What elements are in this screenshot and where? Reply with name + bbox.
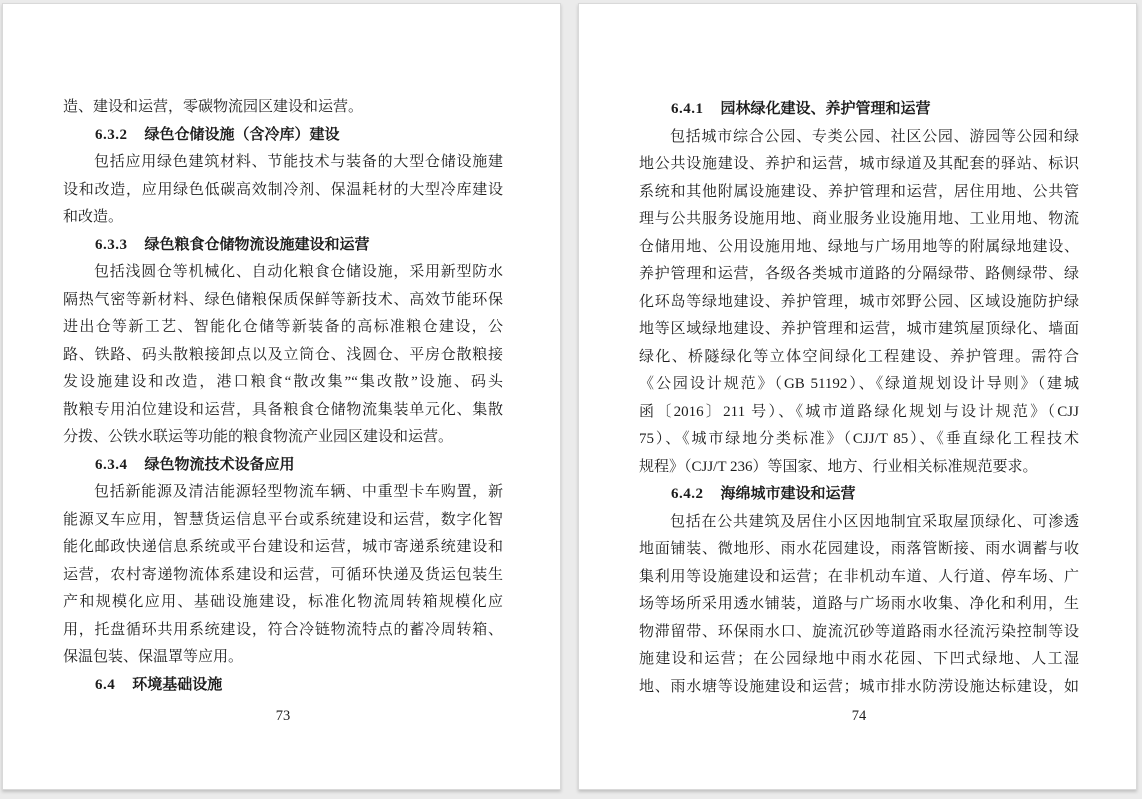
body-text-line: 地等区域绿地建设、养护管理和运营，城市建筑屋顶绿化、墙面	[639, 321, 1079, 337]
body-text-line: 进出仓等新工艺、智能化仓储等新装备的高标准粮仓建设，公	[63, 319, 503, 335]
section-heading	[63, 452, 503, 480]
body-text-line: 75）、《城市绿地分类标准》（CJJ/T 85）、《垂直绿化工程技术	[639, 431, 1079, 447]
section-number: 6.3.4	[95, 456, 128, 473]
body-text-line: 用，托盘循环共用系统建设，符合冷链物流特点的蓄冷周转箱、	[63, 621, 503, 638]
body-text-line: 包括新能源及清洁能源轻型物流车辆、中重型卡车购置，新	[94, 484, 503, 500]
body-text-line: 发设施建设和改造，港口粮食“散改集”“集改散”设施、码头	[63, 374, 503, 390]
section-heading	[63, 122, 503, 150]
section-title: 海绵城市建设和运营	[720, 486, 856, 502]
page-text-block	[3, 4, 560, 699]
section-number: 6.3.2	[95, 126, 128, 143]
body-text-line: 仓储用地、公用设施用地、绿地与广场用地等的附属绿地建设、	[639, 238, 1079, 255]
body-text-line: 地面铺装、微地形、雨水花园建设，雨落管断接、雨水调蓄与收	[639, 541, 1079, 557]
section-title: 园林绿化建设、养护管理和运营	[720, 101, 931, 117]
body-text-line: 设和改造，应用绿色低碳高效制冷剂、保温耗材的大型冷库建设	[63, 181, 503, 198]
body-text-line: 分拨、公铁水联运等功能的粮食物流产业园区建设和运营。	[63, 429, 454, 445]
body-text-line: 系统和其他附属设施建设、养护管理和运营，居住用地、公共管	[639, 183, 1079, 200]
body-text-line: 能化邮政快递信息系统或平台建设和运营，城市寄递系统建设和	[63, 539, 503, 555]
body-text-line: 保温包装、保温罩等应用。	[63, 649, 244, 665]
body-text-line: 路、铁路、码头散粮接卸点以及立筒仓、浅圆仓、平房仓散粮接	[63, 346, 503, 363]
body-text-line: 造、建设和运营，零碳物流园区建设和运营。	[63, 99, 364, 115]
body-text-line: 包括在公共建筑及居住小区因地制宜采取屋顶绿化、可渗透	[670, 513, 1079, 530]
body-text-line: 地、雨水塘等设施建设和运营；城市排水防涝设施达标建设，如	[639, 678, 1079, 695]
body-text-line: 集利用等设施建设和运营；在非机动车道、人行道、停车场、广	[639, 568, 1079, 585]
body-text-line: 函〔2016〕211 号）、《城市道路绿化规划与设计规范》（CJJ	[639, 403, 1079, 420]
body-text-line: 化环岛等绿地建设、养护管理，城市郊野公园、区域设施防护绿	[639, 293, 1079, 310]
section-heading	[639, 96, 1079, 124]
document-page-73	[2, 3, 561, 790]
page-text-block	[579, 4, 1136, 701]
document-page-74	[578, 3, 1137, 790]
body-text-line: 场等场所采用透水铺装，道路与广场雨水收集、净化和利用，生	[639, 596, 1079, 612]
section-title: 环境基础设施	[132, 676, 223, 693]
section-number: 6.4	[95, 676, 116, 693]
body-text-line: 和改造。	[63, 209, 124, 225]
body-text-line: 绿化、桥隧绿化等立体空间绿化工程建设、养护管理。需符合	[639, 348, 1079, 365]
section-heading	[63, 232, 503, 260]
body-text-line: 运营，农村寄递物流体系建设和运营，可循环快递及货运包装生	[63, 566, 503, 583]
page-number: 74	[851, 708, 867, 724]
body-text-line: 《公园设计规范》（GB 51192）、《绿道规划设计导则》（建城	[639, 376, 1079, 392]
body-text-line: 物滞留带、环保雨水口、旋流沉砂等道路雨水径流污染控制等设	[639, 623, 1079, 640]
body-text-line: 理与公共服务设施用地、商业服务业设施用地、工业用地、物流	[639, 211, 1079, 227]
body-text-line: 散粮专用泊位建设和运营，具备粮食仓储物流集装单元化、集散	[63, 401, 503, 418]
section-number: 6.3.3	[95, 236, 128, 253]
section-title: 绿色粮食仓储物流设施建设和运营	[144, 236, 370, 253]
body-text-line: 包括浅圆仓等机械化、自动化粮食仓储设施，采用新型防水	[94, 264, 503, 280]
body-text-line: 养护管理和运营，各级各类城市道路的分隔绿带、路侧绿带、绿	[639, 266, 1079, 282]
section-number: 6.4.2	[671, 486, 704, 502]
body-text-line: 地公共设施建设、养护和运营，城市绿道及其配套的驿站、标识	[639, 156, 1079, 172]
body-text-line: 能源叉车应用，智慧货运信息平台或系统建设和运营，数字化智	[63, 511, 503, 528]
page-number: 73	[275, 708, 291, 724]
section-heading	[63, 672, 503, 700]
body-text-line: 规程》（CJJ/T 236）等国家、地方、行业相关标准规范要求。	[639, 458, 1038, 475]
body-text-line: 隔热气密等新材料、绿色储粮保质保鲜等新技术、高效节能环保	[63, 291, 503, 308]
body-text-line: 包括城市综合公园、专类公园、社区公园、游园等公园和绿	[670, 128, 1079, 145]
section-title: 绿色物流技术设备应用	[144, 456, 295, 473]
body-text-line: 施建设和运营；在公园绿地中雨水花园、下凹式绿地、人工湿	[639, 651, 1079, 667]
body-text-line: 包括应用绿色建筑材料、节能技术与装备的大型仓储设施建	[94, 154, 503, 170]
section-number: 6.4.1	[671, 101, 704, 117]
section-title: 绿色仓储设施（含冷库）建设	[144, 126, 340, 143]
body-text-line: 产和规模化应用、基础设施建设，标准化物流周转箱规模化应	[63, 594, 503, 610]
section-heading	[639, 481, 1079, 509]
